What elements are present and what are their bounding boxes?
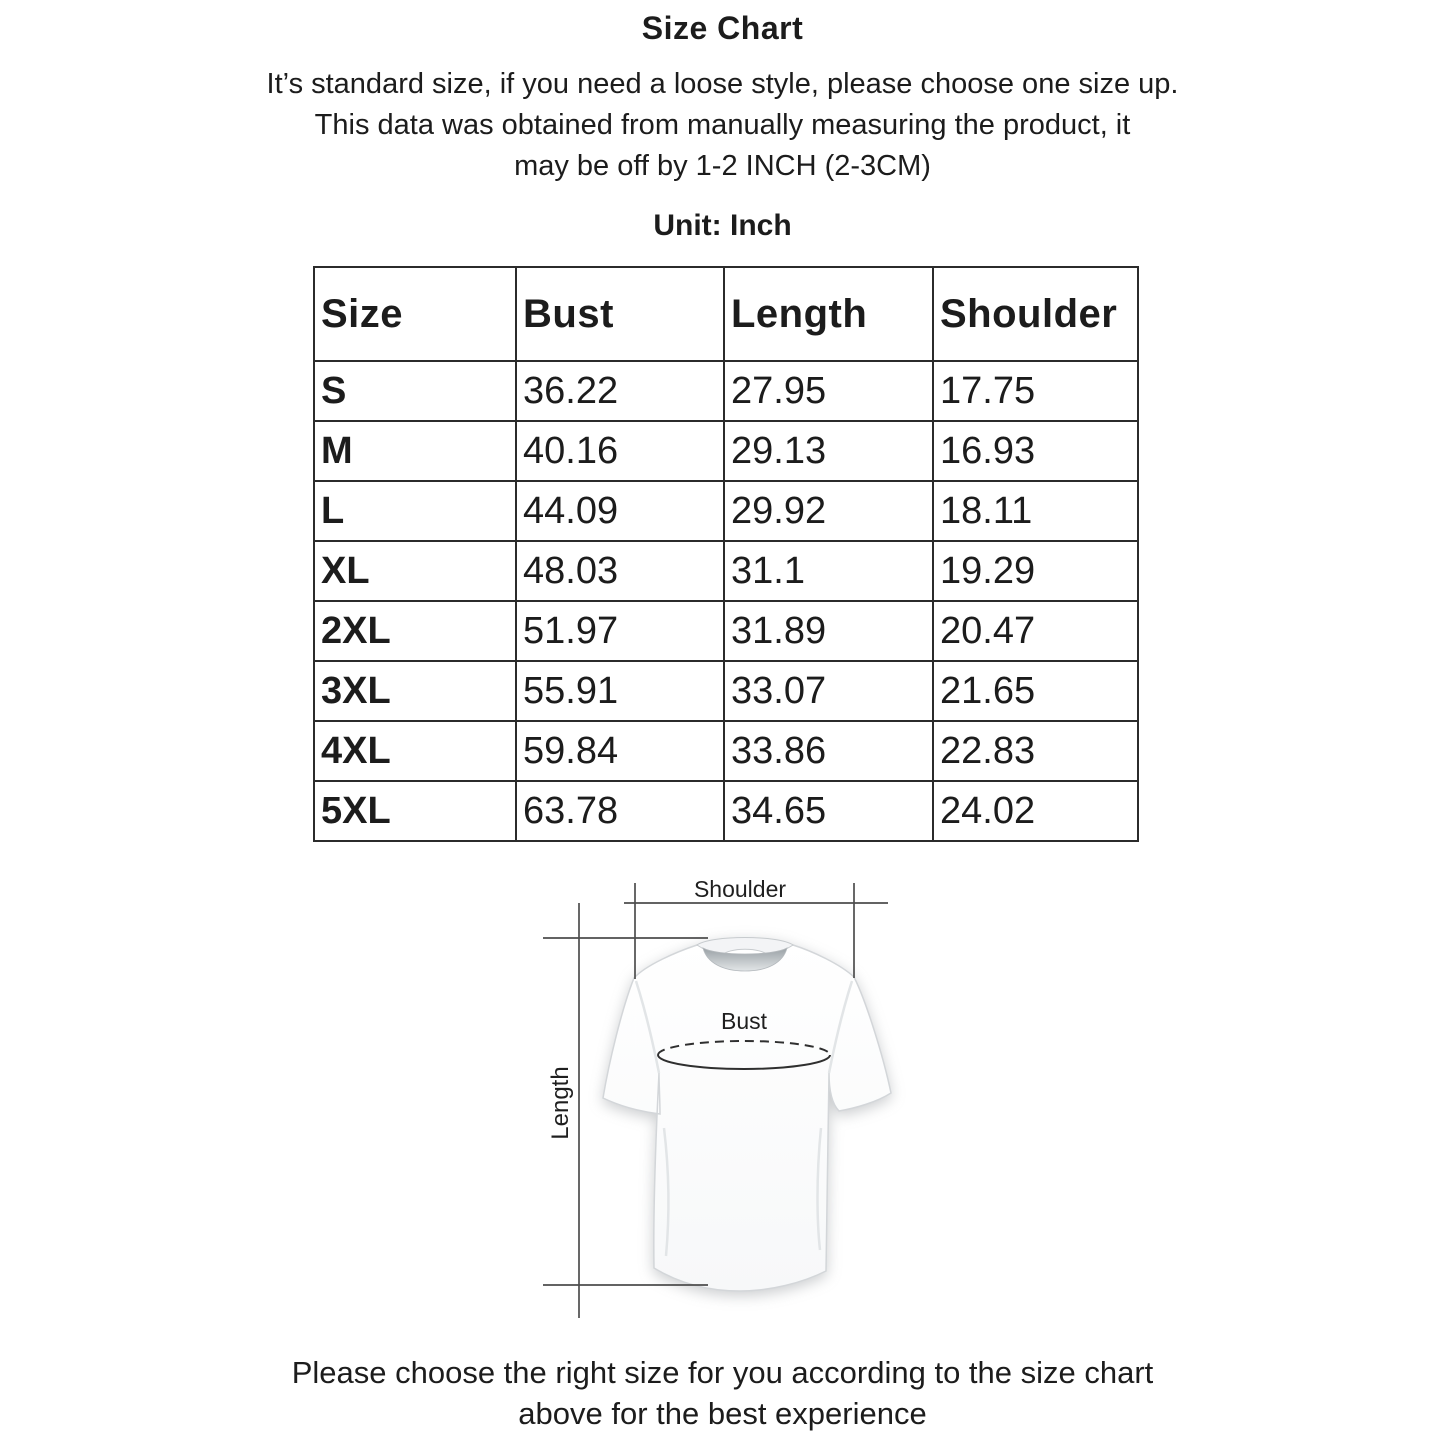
column-header-length: Length xyxy=(724,267,933,361)
table-row xyxy=(314,481,1138,541)
length-cell: 29.92 xyxy=(724,481,933,541)
bust-label: Bust xyxy=(720,1008,768,1034)
footer-note xyxy=(0,1352,1445,1434)
shoulder-cell: 20.47 xyxy=(933,601,1138,661)
shoulder-label: Shoulder xyxy=(693,878,787,902)
size-note-line-2: This data was obtained from manually measuring the product, it xyxy=(314,109,1131,141)
bust-cell: 40.16 xyxy=(516,421,724,481)
measurement-diagram xyxy=(540,878,940,1323)
size-cell: S xyxy=(314,361,516,421)
table-row xyxy=(314,601,1138,661)
shoulder-cell: 17.75 xyxy=(933,361,1138,421)
size-cell: 5XL xyxy=(314,781,516,841)
length-cell: 33.07 xyxy=(724,661,933,721)
table-row xyxy=(314,541,1138,601)
size-note xyxy=(0,64,1445,187)
table-header-row xyxy=(314,267,1138,361)
bust-cell: 48.03 xyxy=(516,541,724,601)
length-cell: 27.95 xyxy=(724,361,933,421)
column-header-shoulder: Shoulder xyxy=(933,267,1138,361)
shoulder-cell: 16.93 xyxy=(933,421,1138,481)
length-cell: 29.13 xyxy=(724,421,933,481)
size-cell: 3XL xyxy=(314,661,516,721)
size-cell: 2XL xyxy=(314,601,516,661)
table-row xyxy=(314,781,1138,841)
column-header-bust: Bust xyxy=(516,267,724,361)
size-cell: 4XL xyxy=(314,721,516,781)
length-cell: 31.1 xyxy=(724,541,933,601)
table-row xyxy=(314,661,1138,721)
column-header-size: Size xyxy=(314,267,516,361)
size-cell: M xyxy=(314,421,516,481)
shoulder-cell: 19.29 xyxy=(933,541,1138,601)
footer-note-line-1: Please choose the right size for you according to the size chart xyxy=(291,1355,1154,1390)
length-cell: 31.89 xyxy=(724,601,933,661)
shoulder-cell: 18.11 xyxy=(933,481,1138,541)
table-row xyxy=(314,721,1138,781)
shoulder-cell: 22.83 xyxy=(933,721,1138,781)
size-note-line-3: may be off by 1-2 INCH (2-3CM) xyxy=(514,150,931,182)
length-cell: 33.86 xyxy=(724,721,933,781)
bust-cell: 55.91 xyxy=(516,661,724,721)
length-label: Length xyxy=(547,1066,574,1140)
size-cell: XL xyxy=(314,541,516,601)
shoulder-cell: 24.02 xyxy=(933,781,1138,841)
unit-label: Unit: Inch xyxy=(653,209,792,242)
bust-cell: 44.09 xyxy=(516,481,724,541)
table-row xyxy=(314,421,1138,481)
size-note-line-1: It’s standard size, if you need a loose style, please choose one size up. xyxy=(266,68,1179,100)
footer-note-line-2: above for the best experience xyxy=(518,1396,927,1431)
bust-cell: 36.22 xyxy=(516,361,724,421)
bust-cell: 51.97 xyxy=(516,601,724,661)
tshirt-illustration xyxy=(603,938,891,1292)
bust-cell: 59.84 xyxy=(516,721,724,781)
size-cell: L xyxy=(314,481,516,541)
size-table xyxy=(313,266,1139,842)
bust-cell: 63.78 xyxy=(516,781,724,841)
size-table-body xyxy=(314,361,1138,841)
length-cell: 34.65 xyxy=(724,781,933,841)
shoulder-cell: 21.65 xyxy=(933,661,1138,721)
table-row xyxy=(314,361,1138,421)
page-title: Size Chart xyxy=(641,10,804,46)
